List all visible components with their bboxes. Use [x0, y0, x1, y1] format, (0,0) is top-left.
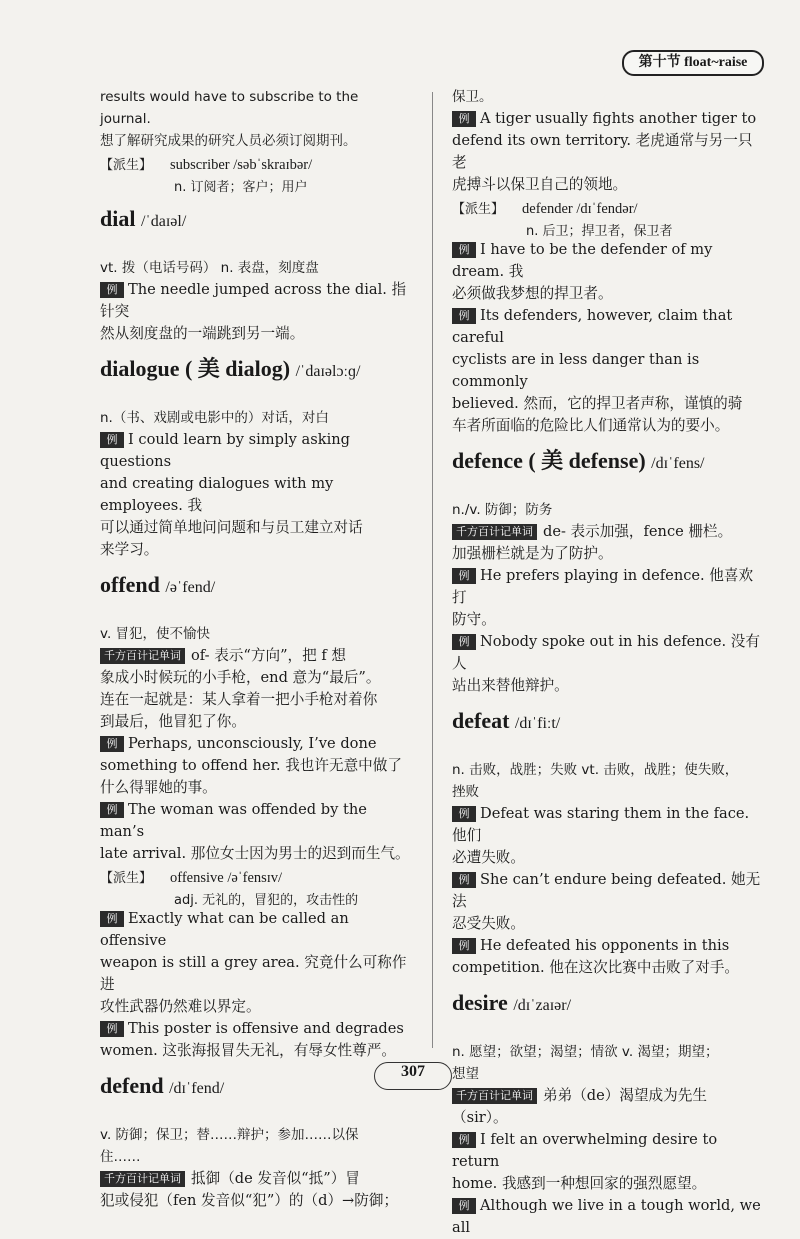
line-text: Perhaps, unconsciously, I’ve done — [128, 735, 377, 752]
line-text: women. 这张海报冒失无礼，有辱女性尊严。 — [100, 1042, 396, 1059]
translation-line: 保卫。 — [452, 89, 493, 105]
line-text: defend its own territory. 老虎通常与另一只老 — [452, 132, 753, 171]
example-badge: 例 — [100, 282, 124, 298]
headword: desire — [452, 990, 508, 1015]
definition-line: 挫败 — [452, 784, 479, 800]
example-line — [100, 539, 412, 561]
example-line — [452, 1195, 764, 1239]
derived-word: defender /dɪˈfendər/ — [522, 201, 638, 217]
left-column — [100, 86, 412, 1212]
example-line — [100, 1018, 412, 1040]
example-badge: 例 — [452, 1132, 476, 1148]
pronunciation: /dɪˈzaɪər/ — [513, 997, 572, 1014]
definition-line: n./v. 防御；防务 — [452, 502, 553, 518]
line-text: Its defenders, however, claim that careful — [452, 307, 733, 346]
example-badge: 例 — [100, 802, 124, 818]
line-text: Defeat was staring them in the face. 他们 — [452, 805, 750, 844]
pronunciation: /dɪˈfiːt/ — [514, 715, 561, 732]
line-text: He prefers playing in defence. 他喜欢打 — [452, 567, 754, 606]
derived-label: 【派生】 — [100, 158, 153, 173]
example-line — [452, 565, 764, 609]
headword: dial — [100, 206, 136, 231]
line-text: I have to be the defender of my dream. 我 — [452, 241, 713, 280]
headword: dialogue ( 美 dialog) — [100, 356, 291, 381]
memory-tip-line — [100, 711, 412, 733]
example-line — [100, 777, 412, 799]
line-text: This poster is offensive and degrades — [128, 1020, 404, 1037]
section-tag: 第十节 float~raise — [622, 50, 764, 76]
derived-meaning: n. 订阅者；客户；用户 — [174, 180, 308, 195]
definition-line: n.（书、戏剧或电影中的）对话，对白 — [100, 410, 329, 426]
line-text: 必遭失败。 — [452, 849, 525, 866]
pronunciation: /ˈdaɪəlɔːɡ/ — [295, 363, 361, 380]
memory-tip-line — [100, 645, 412, 667]
line-text: 弟弟（de）渴望成为先生 — [543, 1087, 707, 1104]
memory-tip-line — [452, 1085, 764, 1107]
derived-meaning: n. 后卫；捍卫者，保卫者 — [526, 224, 673, 239]
example-line — [100, 323, 412, 345]
example-line — [452, 957, 764, 979]
memory-badge: 千方百计记单词 — [100, 648, 185, 664]
pronunciation: /ˈdaɪəl/ — [140, 213, 187, 230]
derived-word: offensive /əˈfensɪv/ — [170, 870, 283, 886]
derived-form — [100, 154, 412, 174]
example-line — [452, 1173, 764, 1195]
line-text: cyclists are in less danger than is commonly — [452, 351, 700, 390]
memory-badge: 千方百计记单词 — [100, 1171, 185, 1187]
example-line — [100, 799, 412, 843]
line-text: 车者所面临的危险比人们通常认为的要小。 — [452, 417, 730, 434]
entry-headword — [452, 705, 764, 737]
line-text: 可以通过简单地问问题和与员工建立对话 — [100, 519, 363, 536]
example-line — [452, 174, 764, 196]
example-line — [100, 517, 412, 539]
example-badge: 例 — [452, 872, 476, 888]
example-line — [452, 415, 764, 437]
example-line — [100, 733, 412, 755]
definition-line: v. 防御；保卫；替……辩护；参加……以保 — [100, 1127, 359, 1143]
example-line — [452, 108, 764, 130]
translation-line: 想了解研究成果的研究人员必须订阅期刊。 — [100, 133, 357, 149]
line-text: 犯或侵犯（fen 发音似“犯”）的（d）→防御； — [100, 1192, 399, 1209]
example-line — [100, 908, 412, 952]
derived-word: subscriber /səbˈskraɪbər/ — [170, 157, 313, 173]
example-badge: 例 — [452, 938, 476, 954]
derived-form — [100, 867, 412, 887]
example-line — [452, 675, 764, 697]
definition-line: 住…… — [100, 1149, 141, 1165]
line-text: 然从刻度盘的一端跳到另一端。 — [100, 325, 305, 342]
line-text: home. 我感到一种想回家的强烈愿望。 — [452, 1175, 707, 1192]
entry-headword — [100, 1070, 412, 1102]
example-line — [452, 283, 764, 305]
line-text: 抵御（de 发音似“抵”）冒 — [191, 1170, 360, 1187]
pronunciation: /dɪˈfend/ — [169, 1080, 225, 1097]
line-text: He defeated his opponents in this — [480, 937, 730, 954]
line-text: late arrival. 那位女士因为男士的迟到而生气。 — [100, 845, 410, 862]
example-badge: 例 — [452, 111, 476, 127]
line-text: The needle jumped across the dial. 指针突 — [100, 281, 407, 320]
line-text: de- 表示加强，fence 栅栏。 — [543, 523, 733, 540]
column-divider — [432, 92, 433, 1048]
line-text: believed. 然而，它的捍卫者声称，谨慎的骑 — [452, 395, 743, 412]
example-badge: 例 — [452, 806, 476, 822]
example-line — [100, 755, 412, 777]
derived-label: 【派生】 — [100, 871, 153, 886]
memory-badge: 千方百计记单词 — [452, 1088, 537, 1104]
headword: defeat — [452, 708, 510, 733]
line-text: Nobody spoke out in his defence. 没有人 — [452, 633, 760, 672]
memory-tip-line — [100, 1168, 412, 1190]
derived-meaning: adj. 无礼的，冒犯的，攻击性的 — [174, 893, 359, 908]
example-line — [100, 279, 412, 323]
example-line — [452, 239, 764, 283]
line-text: 加强栅栏就是为了防护。 — [452, 545, 613, 562]
line-text: I felt an overwhelming desire to return — [452, 1131, 718, 1170]
line-text: 来学习。 — [100, 541, 159, 558]
line-text: She can’t endure being defeated. 她无法 — [452, 871, 761, 910]
entry-headword — [100, 203, 412, 235]
line-text: 站出来替他辩护。 — [452, 677, 569, 694]
line-text: 攻性武器仍然难以界定。 — [100, 998, 261, 1015]
example-badge: 例 — [452, 634, 476, 650]
example-line — [100, 1040, 412, 1062]
line-text: weapon is still a grey area. 究竟什么可称作进 — [100, 954, 407, 993]
example-line — [452, 869, 764, 913]
derived-label: 【派生】 — [452, 202, 505, 217]
line-text: 象成小时候玩的小手枪，end 意为“最后”。 — [100, 669, 381, 686]
line-text: Although we live in a tough world, we all — [452, 1197, 761, 1236]
memory-tip-line — [100, 667, 412, 689]
example-line — [452, 631, 764, 675]
pronunciation: /əˈfend/ — [165, 579, 216, 596]
example-line — [100, 473, 412, 517]
page-number: 307 — [374, 1062, 452, 1090]
line-text: I could learn by simply asking questions — [100, 431, 350, 470]
example-badge: 例 — [100, 1021, 124, 1037]
line-text: and creating dialogues with my employees. 我 — [100, 475, 334, 514]
example-line — [100, 952, 412, 996]
definition-line: 想望 — [452, 1066, 479, 1082]
line-text: 防守。 — [452, 611, 496, 628]
definition-line: n. 击败，战胜；失败 vt. 击败，战胜；使失败， — [452, 762, 739, 778]
example-badge: 例 — [452, 242, 476, 258]
definition-line: results would have to subscribe to the journal. — [100, 89, 359, 127]
memory-tip-line — [100, 689, 412, 711]
memory-tip-line — [452, 1107, 764, 1129]
example-badge: 例 — [452, 568, 476, 584]
example-line — [452, 305, 764, 349]
example-line — [452, 803, 764, 847]
entry-headword — [100, 353, 412, 385]
memory-tip-line — [452, 543, 764, 565]
line-text: 虎搏斗以保卫自己的领地。 — [452, 176, 628, 193]
definition-line: v. 冒犯，使不愉快 — [100, 626, 211, 642]
right-column — [452, 86, 764, 1239]
example-badge: 例 — [100, 736, 124, 752]
example-line — [100, 996, 412, 1018]
definition-line: n. 愿望；欲望；渴望；情欲 v. 渴望；期望； — [452, 1044, 719, 1060]
example-line — [452, 847, 764, 869]
line-text: The woman was offended by the man’s — [100, 801, 367, 840]
example-line — [452, 393, 764, 415]
line-text: 忍受失败。 — [452, 915, 525, 932]
entry-headword — [452, 987, 764, 1019]
line-text: Exactly what can be called an offensive — [100, 910, 349, 949]
example-badge: 例 — [100, 432, 124, 448]
example-line — [452, 913, 764, 935]
pronunciation: /dɪˈfens/ — [651, 455, 705, 472]
line-text: of- 表示“方向”，把 f 想 — [191, 647, 346, 664]
example-line — [452, 1129, 764, 1173]
memory-badge: 千方百计记单词 — [452, 524, 537, 540]
example-line — [452, 609, 764, 631]
line-text: competition. 他在这次比赛中击败了对手。 — [452, 959, 740, 976]
line-text: 到最后，他冒犯了你。 — [100, 713, 246, 730]
memory-tip-line — [100, 1190, 412, 1212]
line-text: A tiger usually fights another tiger to — [480, 110, 757, 127]
example-line — [452, 935, 764, 957]
line-text: something to offend her. 我也许无意中做了 — [100, 757, 402, 774]
headword: defend — [100, 1073, 164, 1098]
example-line — [100, 429, 412, 473]
memory-tip-line — [452, 521, 764, 543]
example-badge: 例 — [100, 911, 124, 927]
derived-form — [452, 198, 764, 218]
example-line — [100, 843, 412, 865]
example-line — [452, 130, 764, 174]
example-badge: 例 — [452, 308, 476, 324]
entry-headword — [452, 445, 764, 477]
line-text: （sir）。 — [452, 1109, 508, 1126]
line-text: 什么得罪她的事。 — [100, 779, 217, 796]
example-badge: 例 — [452, 1198, 476, 1214]
definition-line: vt. 拨（电话号码） n. 表盘，刻度盘 — [100, 260, 319, 276]
headword: offend — [100, 572, 160, 597]
line-text: 连在一起就是：某人拿着一把小手枪对着你 — [100, 691, 378, 708]
headword: defence ( 美 defense) — [452, 448, 646, 473]
example-line — [452, 349, 764, 393]
entry-headword — [100, 569, 412, 601]
line-text: 必须做我梦想的捍卫者。 — [452, 285, 613, 302]
